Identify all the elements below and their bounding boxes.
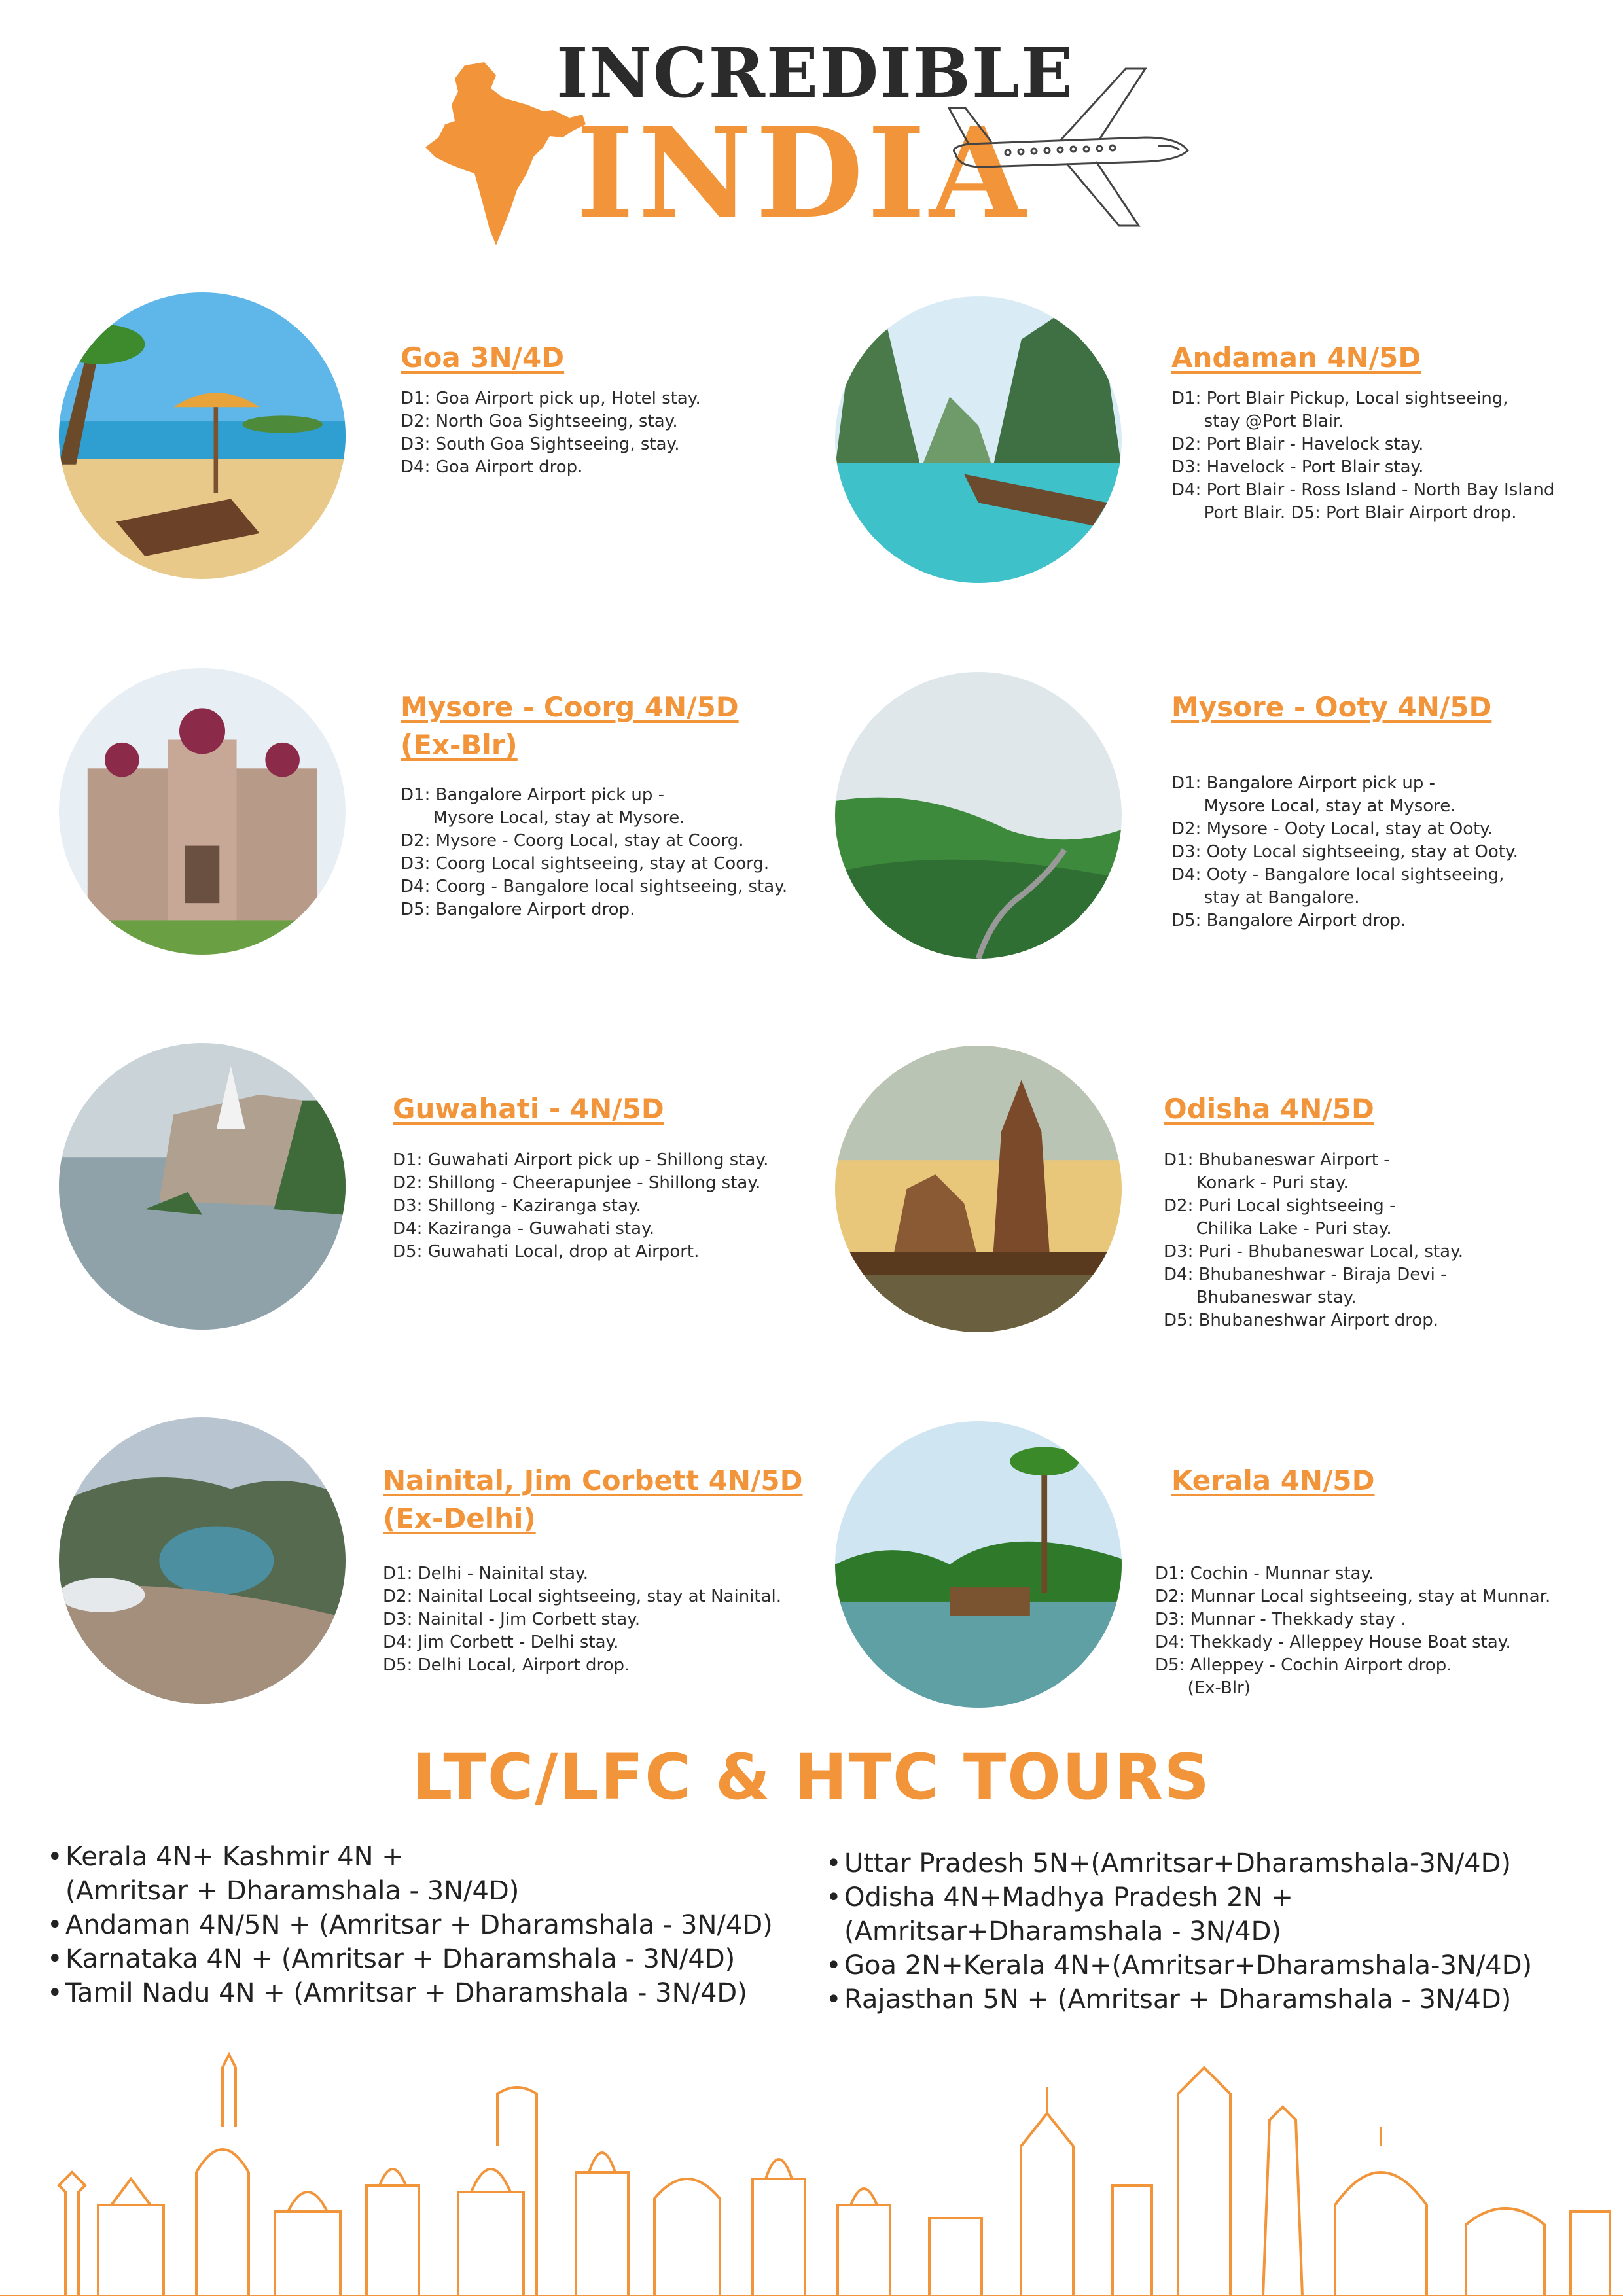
- day-item: Mysore Local, stay at Mysore.: [401, 808, 685, 828]
- ltc-list-left: [47, 1840, 773, 2010]
- title-india: INDIA: [576, 100, 1030, 246]
- guwahati-river-photo: [59, 1043, 346, 1330]
- goa-beach-photo: [59, 292, 346, 579]
- day-item: D4: Goa Airport drop.: [401, 457, 583, 477]
- day-item: stay @Port Blair.: [1171, 412, 1344, 431]
- day-item: D4: Kaziranga - Guwahati stay.: [393, 1219, 654, 1239]
- day-item: stay at Bangalore.: [1171, 888, 1360, 908]
- day-item: D3: Havelock - Port Blair stay.: [1171, 457, 1424, 477]
- day-item: D3: Nainital - Jim Corbett stay.: [383, 1610, 641, 1629]
- tour-title-nainital-sub: (Ex-Delhi): [383, 1502, 536, 1534]
- title-incredible: INCREDIBLE: [556, 33, 1075, 113]
- tour-days-goa: [401, 387, 701, 479]
- day-item: D2: Puri Local sightseeing -: [1164, 1196, 1396, 1216]
- tour-title-nainital: Nainital, Jim Corbett 4N/5D: [383, 1464, 803, 1496]
- day-item: D3: Shillong - Kaziranga stay.: [393, 1196, 641, 1216]
- ltc-item: • Rajasthan 5N + (Amritsar + Dharamshala - 3N/4D): [826, 1983, 1532, 2017]
- ltc-item: • Tamil Nadu 4N + (Amritsar + Dharamshala - 3N/4D): [47, 1976, 773, 2010]
- ltc-item: • Karnataka 4N + (Amritsar + Dharamshala - 3N/4D): [47, 1942, 773, 1976]
- nainital-lake-photo: [59, 1417, 346, 1704]
- day-item: D5: Bangalore Airport drop.: [1171, 911, 1406, 930]
- day-item: D3: Coorg Local sightseeing, stay at Coorg.: [401, 854, 770, 874]
- day-item: D1: Delhi - Nainital stay.: [383, 1564, 588, 1583]
- tour-days-odisha: [1164, 1149, 1463, 1332]
- day-item: D2: Mysore - Ooty Local, stay at Ooty.: [1171, 819, 1493, 839]
- kerala-houseboat-photo: [835, 1421, 1122, 1708]
- ooty-hills-photo: [835, 672, 1122, 959]
- mysore-palace-photo: [59, 668, 346, 955]
- day-item: D1: Bhubaneswar Airport -: [1164, 1150, 1390, 1170]
- day-item: D5: Delhi Local, Airport drop.: [383, 1655, 630, 1675]
- day-item: D1: Goa Airport pick up, Hotel stay.: [401, 389, 701, 408]
- day-item: Chilika Lake - Puri stay.: [1164, 1219, 1392, 1239]
- day-item: D3: Munnar - Thekkady stay .: [1155, 1610, 1406, 1629]
- day-item: Mysore Local, stay at Mysore.: [1171, 796, 1456, 816]
- day-item: (Ex-Blr): [1155, 1678, 1251, 1698]
- day-item: D1: Port Blair Pickup, Local sightseeing,: [1171, 389, 1508, 408]
- day-item: D5: Guwahati Local, drop at Airport.: [393, 1242, 700, 1262]
- day-item: D3: Puri - Bhubaneswar Local, stay.: [1164, 1242, 1464, 1262]
- day-item: D1: Bangalore Airport pick up -: [1171, 773, 1436, 793]
- day-item: D2: Port Blair - Havelock stay.: [1171, 434, 1424, 454]
- day-item: D3: South Goa Sightseeing, stay.: [401, 434, 680, 454]
- ltc-item: • Goa 2N+Kerala 4N+(Amritsar+Dharamshala-3N/4D): [826, 1949, 1532, 1983]
- day-item: D2: Shillong - Cheerapunjee - Shillong stay.: [393, 1173, 761, 1193]
- day-item: D3: Ooty Local sightseeing, stay at Ooty.: [1171, 842, 1518, 862]
- day-item: D4: Coorg - Bangalore local sightseeing, stay.: [401, 877, 788, 896]
- tour-days-mysore-ooty: [1171, 772, 1518, 932]
- day-item: D2: Nainital Local sightseeing, stay at Nainital.: [383, 1587, 782, 1606]
- day-item: D5: Bangalore Airport drop.: [401, 900, 635, 919]
- tour-days-guwahati: [393, 1149, 768, 1263]
- day-item: D4: Port Blair - Ross Island - North Bay Island: [1171, 480, 1555, 500]
- tour-title-guwahati: Guwahati - 4N/5D: [393, 1093, 664, 1125]
- india-skyline-illustration: [0, 2041, 1623, 2296]
- tour-title-mysore-coorg-sub: (Ex-Blr): [401, 729, 518, 761]
- day-item: D1: Guwahati Airport pick up - Shillong stay.: [393, 1150, 769, 1170]
- tour-title-mysore-ooty: Mysore - Ooty 4N/5D: [1171, 691, 1492, 723]
- ltc-item: • Kerala 4N+ Kashmir 4N + (Amritsar + Dharamshala - 3N/4D): [47, 1840, 773, 1908]
- day-item: Bhubaneswar stay.: [1164, 1288, 1357, 1307]
- day-item: Konark - Puri stay.: [1164, 1173, 1349, 1193]
- day-item: D2: Munnar Local sightseeing, stay at Munnar.: [1155, 1587, 1551, 1606]
- andaman-boat-photo: [835, 296, 1122, 583]
- tour-days-mysore-coorg: [401, 784, 787, 921]
- airplane-icon: [929, 62, 1204, 232]
- day-item: D4: Bhubaneshwar - Biraja Devi -: [1164, 1265, 1447, 1284]
- day-item: D5: Alleppey - Cochin Airport drop.: [1155, 1655, 1452, 1675]
- tour-title-odisha: Odisha 4N/5D: [1164, 1093, 1374, 1125]
- day-item: Port Blair. D5: Port Blair Airport drop.: [1171, 503, 1517, 523]
- tour-title-kerala: Kerala 4N/5D: [1171, 1464, 1375, 1496]
- tour-days-kerala: [1155, 1563, 1550, 1700]
- ltc-heading: LTC/LFC & HTC TOURS: [412, 1740, 1211, 1814]
- day-item: D1: Bangalore Airport pick up -: [401, 785, 665, 805]
- ltc-item: • Andaman 4N/5N + (Amritsar + Dharamshala - 3N/4D): [47, 1908, 773, 1942]
- tour-title-goa: Goa 3N/4D: [401, 342, 565, 374]
- tour-days-andaman: [1171, 387, 1554, 525]
- tour-title-andaman: Andaman 4N/5D: [1171, 342, 1421, 374]
- ltc-list-right: [826, 1846, 1532, 2017]
- tour-title-mysore-coorg: Mysore - Coorg 4N/5D: [401, 691, 739, 723]
- odisha-temple-photo: [835, 1046, 1122, 1332]
- day-item: D4: Ooty - Bangalore local sightseeing,: [1171, 865, 1505, 885]
- day-item: D4: Jim Corbett - Delhi stay.: [383, 1633, 619, 1652]
- day-item: D1: Cochin - Munnar stay.: [1155, 1564, 1374, 1583]
- ltc-item: • Odisha 4N+Madhya Pradesh 2N + (Amritsar+Dharamshala - 3N/4D): [826, 1881, 1532, 1949]
- day-item: D4: Thekkady - Alleppey House Boat stay.: [1155, 1633, 1511, 1652]
- day-item: D5: Bhubaneshwar Airport drop.: [1164, 1311, 1439, 1330]
- tour-days-nainital: [383, 1563, 781, 1677]
- day-item: D2: North Goa Sightseeing, stay.: [401, 412, 678, 431]
- day-item: D2: Mysore - Coorg Local, stay at Coorg.: [401, 831, 744, 851]
- ltc-item: • Uttar Pradesh 5N+(Amritsar+Dharamshala-3N/4D): [826, 1846, 1532, 1881]
